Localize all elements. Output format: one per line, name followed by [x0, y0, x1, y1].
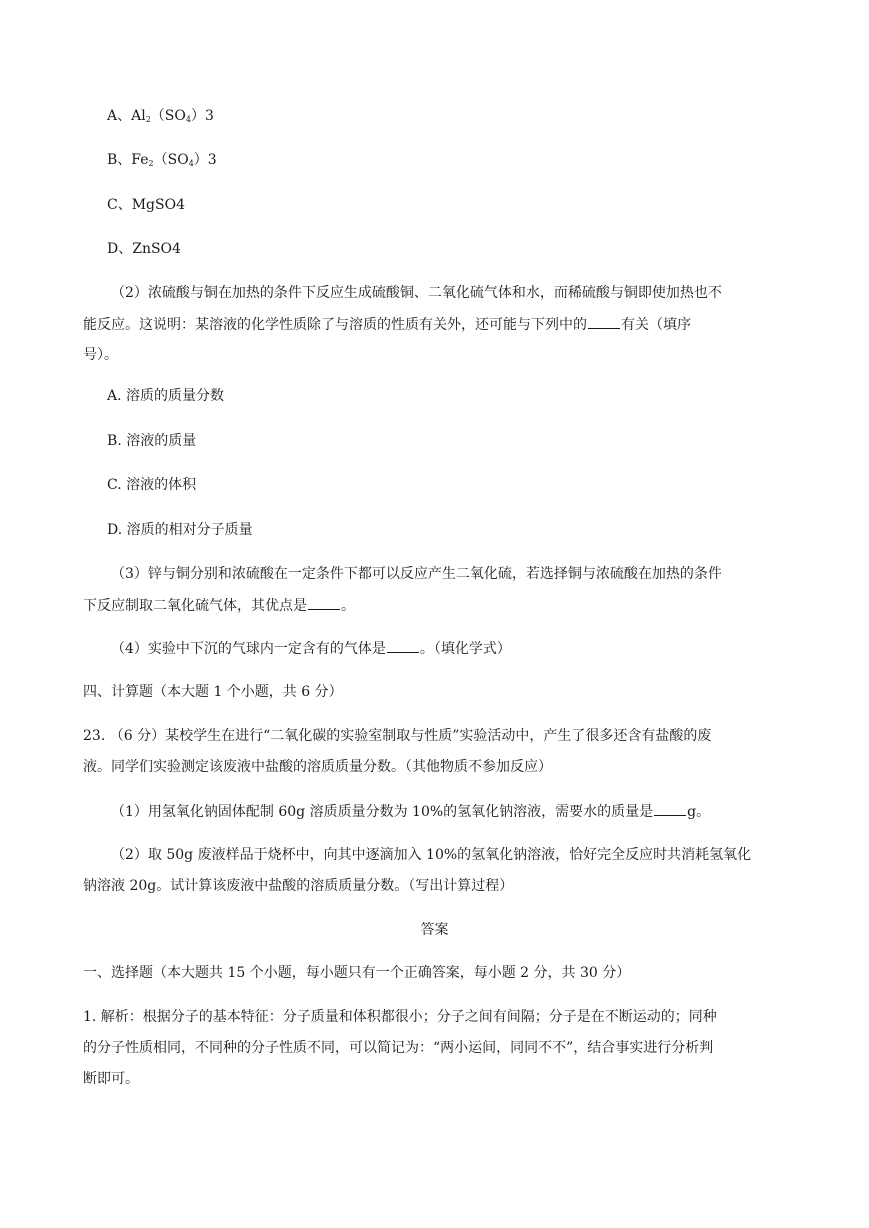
answer-blank	[308, 595, 340, 610]
q22-part4: （4）实验中下沉的气球内一定含有的气体是 。（填化学式）	[111, 638, 511, 659]
option-a2: A. 溶质的质量分数	[107, 388, 225, 404]
answer1-line1: 1. 解析：根据分子的基本特征：分子质量和体积都很小；分子之间有间隔；分子是在不断运动的；同种	[83, 1009, 717, 1025]
option-d2: D. 溶质的相对分子质量	[107, 522, 253, 538]
answer-section1-title: 一、选择题（本大题共 15 个小题，每小题只有一个正确答案，每小题 2 分，共 30 分）	[83, 965, 631, 981]
q23-part2-line2: 钠溶液 20g。试计算该废液中盐酸的溶质质量分数。（写出计算过程）	[83, 878, 514, 894]
answer1-line3: 断即可。	[83, 1071, 139, 1087]
option-c2: C. 溶液的体积	[107, 477, 197, 493]
q23-part1: （1）用氢氧化钠固体配制 60g 溶质质量分数为 10%的氢氧化钠溶液，需要水的质量是 g。	[111, 801, 710, 822]
option-b: B、$Fe_2(SO_4)3$	[107, 152, 217, 168]
q23-line1: 23. （6 分）某校学生在进行“二氧化碳的实验室制取与性质”实验活动中，产生了很多还含有盐酸的废	[83, 728, 712, 744]
answer-blank	[387, 638, 419, 653]
q22-part2-line2: 能反应。这说明：某溶液的化学性质除了与溶质的性质有关外，还可能与下列中的 有关（填序	[83, 314, 691, 335]
option-c: C、MgSO4	[107, 197, 185, 213]
answer-heading: 答案	[420, 922, 449, 938]
q22-part3-line2: 下反应制取二氧化硫气体，其优点是 。	[83, 595, 355, 616]
answer1-line2: 的分子性质相同，不同种的分子性质不同，可以简记为：“两小运间，同同不不”，结合事实进行分析判	[83, 1040, 714, 1056]
q22-part2-line1: （2）浓硫酸与铜在加热的条件下反应生成硫酸铜、二氧化硫气体和水，而稀硫酸与铜即使加热也不	[111, 285, 722, 301]
q22-part3-line1: （3）锌与铜分别和浓硫酸在一定条件下都可以反应产生二氧化硫，若选择铜与浓硫酸在加热的条件	[111, 566, 722, 582]
answer-blank	[588, 314, 620, 329]
option-a: A、$Al_2(SO_4)3$	[107, 108, 214, 124]
answer-blank	[654, 801, 686, 816]
q23-line2: 液。同学们实验测定该废液中盐酸的溶质质量分数。（其他物质不参加反应）	[83, 759, 552, 775]
q22-part2-line3: 号）。	[83, 347, 118, 363]
option-b2: B. 溶液的质量	[107, 433, 197, 449]
q23-part2-line1: （2）取 50g 废液样品于烧杯中，向其中逐滴加入 10%的氢氧化钠溶液，恰好完全反应时共消耗氢氧化	[111, 847, 752, 863]
section4-title: 四、计算题（本大题 1 个小题，共 6 分）	[83, 684, 343, 700]
option-d: D、ZnSO4	[107, 241, 181, 257]
